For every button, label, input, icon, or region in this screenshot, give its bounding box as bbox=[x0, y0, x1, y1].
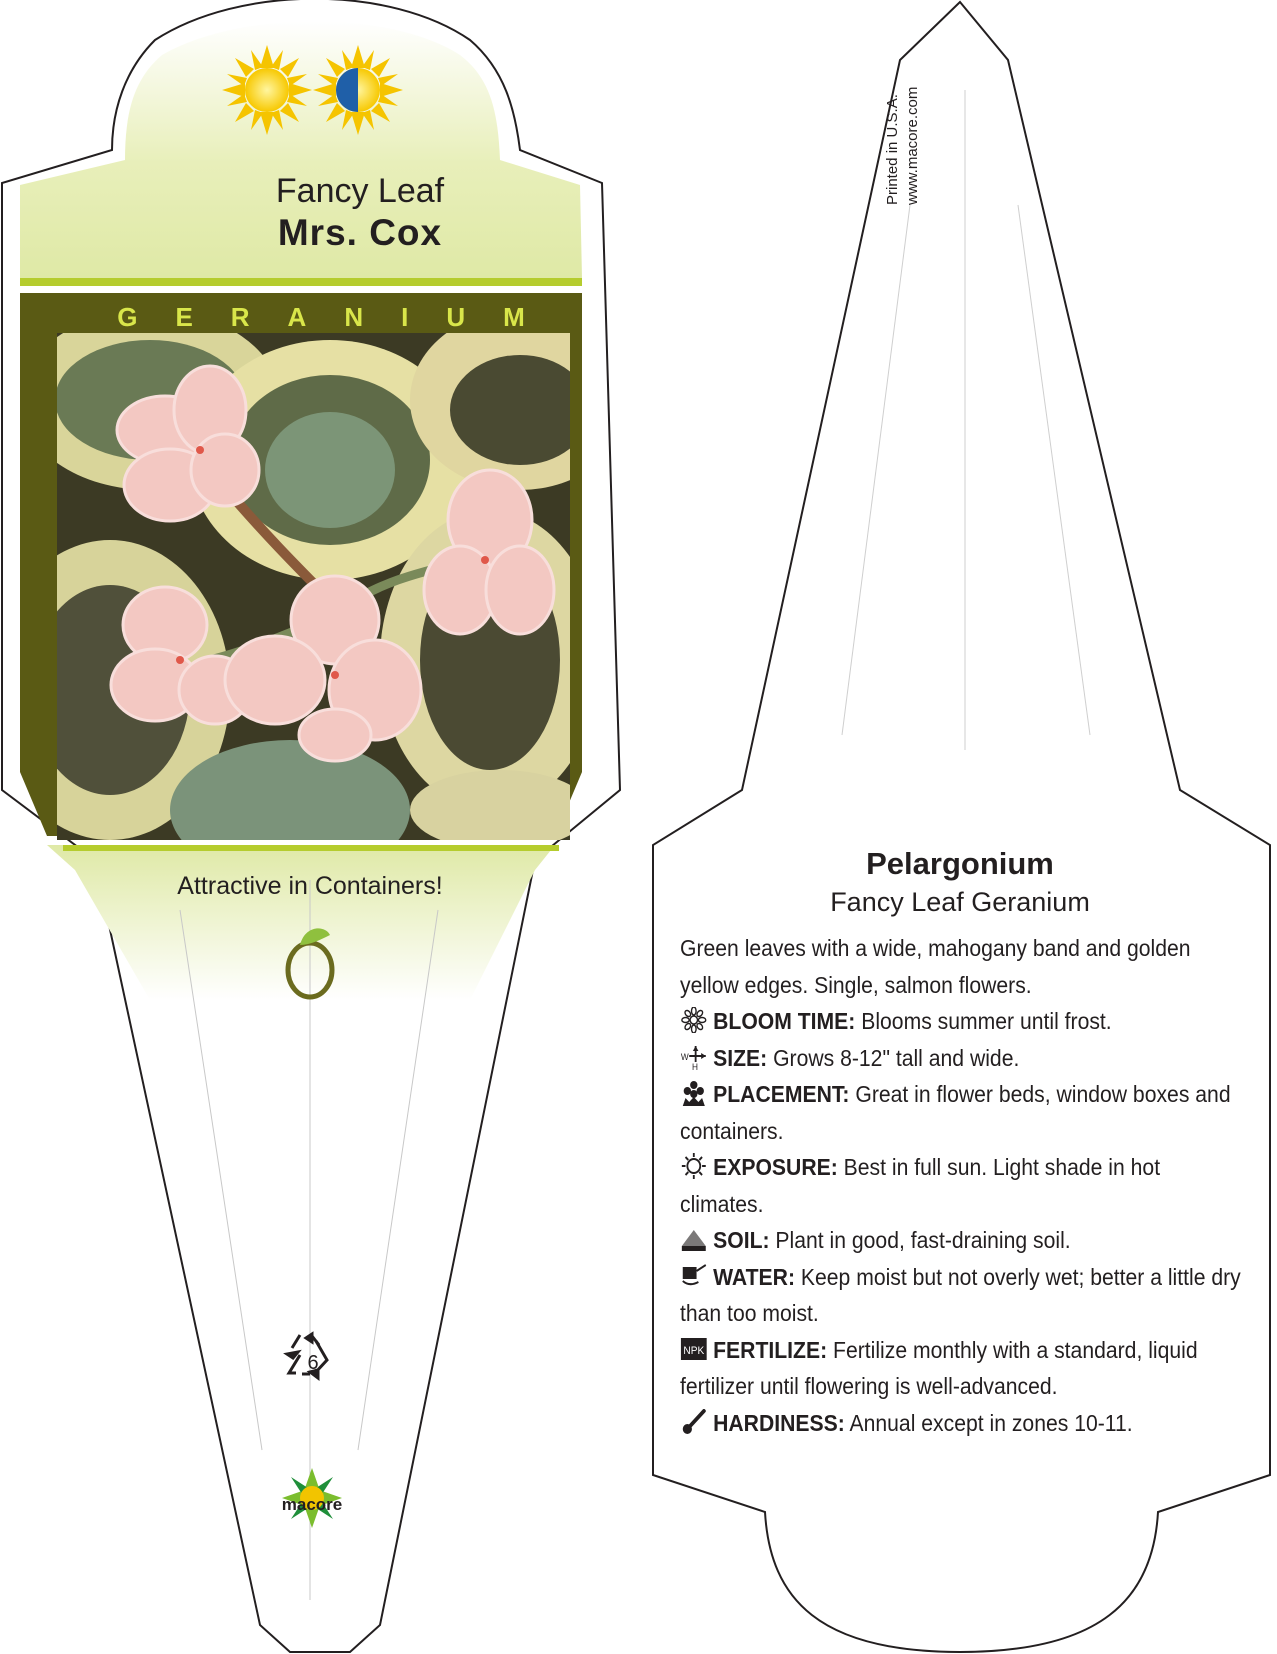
flower-icon bbox=[680, 1007, 708, 1033]
care-item-bloom: BLOOM TIME: Blooms summer until frost. bbox=[680, 1003, 1241, 1040]
npk-icon bbox=[680, 1336, 708, 1362]
sun-icon bbox=[680, 1153, 708, 1179]
watering-can-icon bbox=[680, 1263, 708, 1289]
printed-line2: www.macore.com bbox=[904, 86, 921, 205]
back-subtitle: Fancy Leaf Geranium bbox=[830, 887, 1090, 917]
svg-text:H: H bbox=[691, 1061, 698, 1070]
care-item-water: WATER: Keep moist but not overly wet; better a little dry than too moist. bbox=[680, 1263, 1241, 1326]
printed-line1: Printed in U.S.A. bbox=[884, 94, 901, 205]
front-title-line2: Mrs. Cox bbox=[277, 212, 443, 253]
svg-text:W: W bbox=[680, 1051, 689, 1062]
front-title-line1: Fancy Leaf bbox=[275, 172, 445, 210]
thermometer-icon bbox=[680, 1409, 708, 1435]
care-item-fertilize: NPK FERTILIZE: Fertilize monthly with a standard, liquid fertilizer until flowering is well-advanced. bbox=[680, 1336, 1198, 1399]
size-icon bbox=[680, 1044, 708, 1070]
soil-icon bbox=[680, 1226, 708, 1252]
back-title: Pelargonium bbox=[866, 846, 1054, 881]
plant-description: Green leaves with a wide, mahogany band and golden yellow edges. Single, salmon flowers. bbox=[680, 935, 1191, 998]
brand-name: macore bbox=[281, 1495, 343, 1514]
svg-text:NPK: NPK bbox=[683, 1344, 705, 1357]
care-item-hardiness: HARDINESS: Annual except in zones 10-11. bbox=[680, 1405, 1241, 1442]
printed-in-usa-note bbox=[882, 40, 942, 220]
care-item-size: W H SIZE: Grows 8-12" tall and wide. bbox=[680, 1044, 1020, 1071]
recycle-number: 6 bbox=[307, 1352, 319, 1374]
care-item-exposure: EXPOSURE: Best in full sun. Light shade in hot climates. bbox=[680, 1154, 1161, 1217]
care-description bbox=[680, 930, 1241, 1441]
care-item-placement: PLACEMENT: Great in flower beds, window boxes and containers. bbox=[680, 1081, 1231, 1144]
tagline: Attractive in Containers! bbox=[177, 872, 443, 900]
care-item-soil: SOIL: Plant in good, fast-draining soil. bbox=[680, 1222, 1241, 1259]
genus-band-text: GERANIUM bbox=[117, 302, 563, 332]
placement-icon bbox=[680, 1080, 708, 1106]
